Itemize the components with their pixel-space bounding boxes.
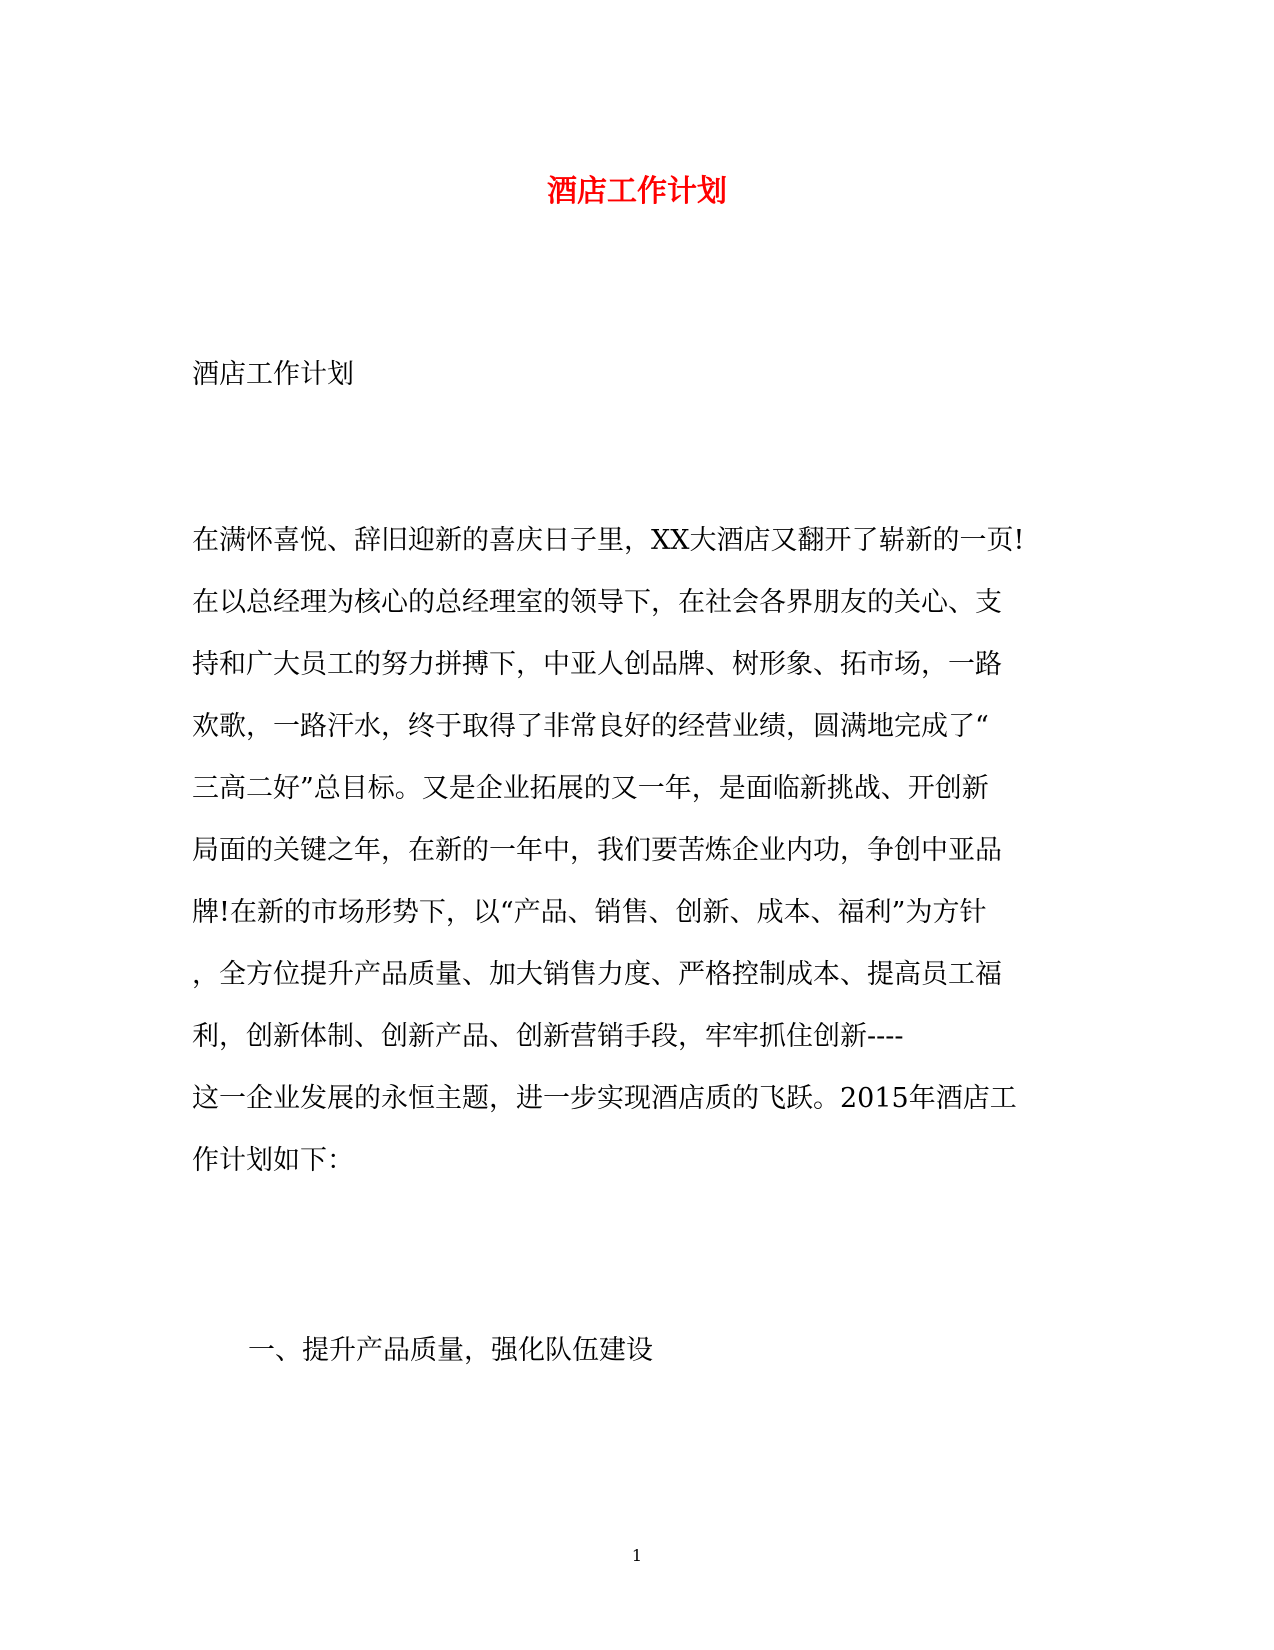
paragraph-line: 三高二好”总目标。又是企业拓展的又一年，是面临新挑战、开创新 xyxy=(192,773,989,804)
paragraph-line: 持和广大员工的努力拼搏下，中亚人创品牌、树形象、拓市场，一路 xyxy=(192,649,1002,680)
section-heading: 一、提升产品质量，强化队伍建设 xyxy=(248,1335,653,1366)
paragraph-line: 这一企业发展的永恒主题，进一步实现酒店质的飞跃。2015年酒店工 xyxy=(192,1083,1017,1114)
paragraph-line: 欢歌，一路汗水，终于取得了非常良好的经营业绩，圆满地完成了“ xyxy=(192,711,989,742)
document-subtitle: 酒店工作计划 xyxy=(192,359,354,390)
paragraph-line: 在满怀喜悦、辞旧迎新的喜庆日子里，XX大酒店又翻开了崭新的一页! xyxy=(192,525,1025,556)
paragraph-line: 牌!在新的市场形势下，以“产品、销售、创新、成本、福利”为方针 xyxy=(192,897,987,928)
paragraph-line: 在以总经理为核心的总经理室的领导下，在社会各界朋友的关心、支 xyxy=(192,587,1002,618)
paragraph-line: 利，创新体制、创新产品、创新营销手段，牢牢抓住创新---- xyxy=(192,1021,904,1052)
paragraph-line: 局面的关键之年，在新的一年中，我们要苦炼企业内功，争创中亚品 xyxy=(192,835,1002,866)
page-number: 1 xyxy=(631,1546,643,1565)
document-title: 酒店工作计划 xyxy=(547,174,727,209)
paragraph-line: ，全方位提升产品质量、加大销售力度、严格控制成本、提高员工福 xyxy=(192,959,1002,990)
paragraph-line: 作计划如下： xyxy=(192,1145,354,1176)
